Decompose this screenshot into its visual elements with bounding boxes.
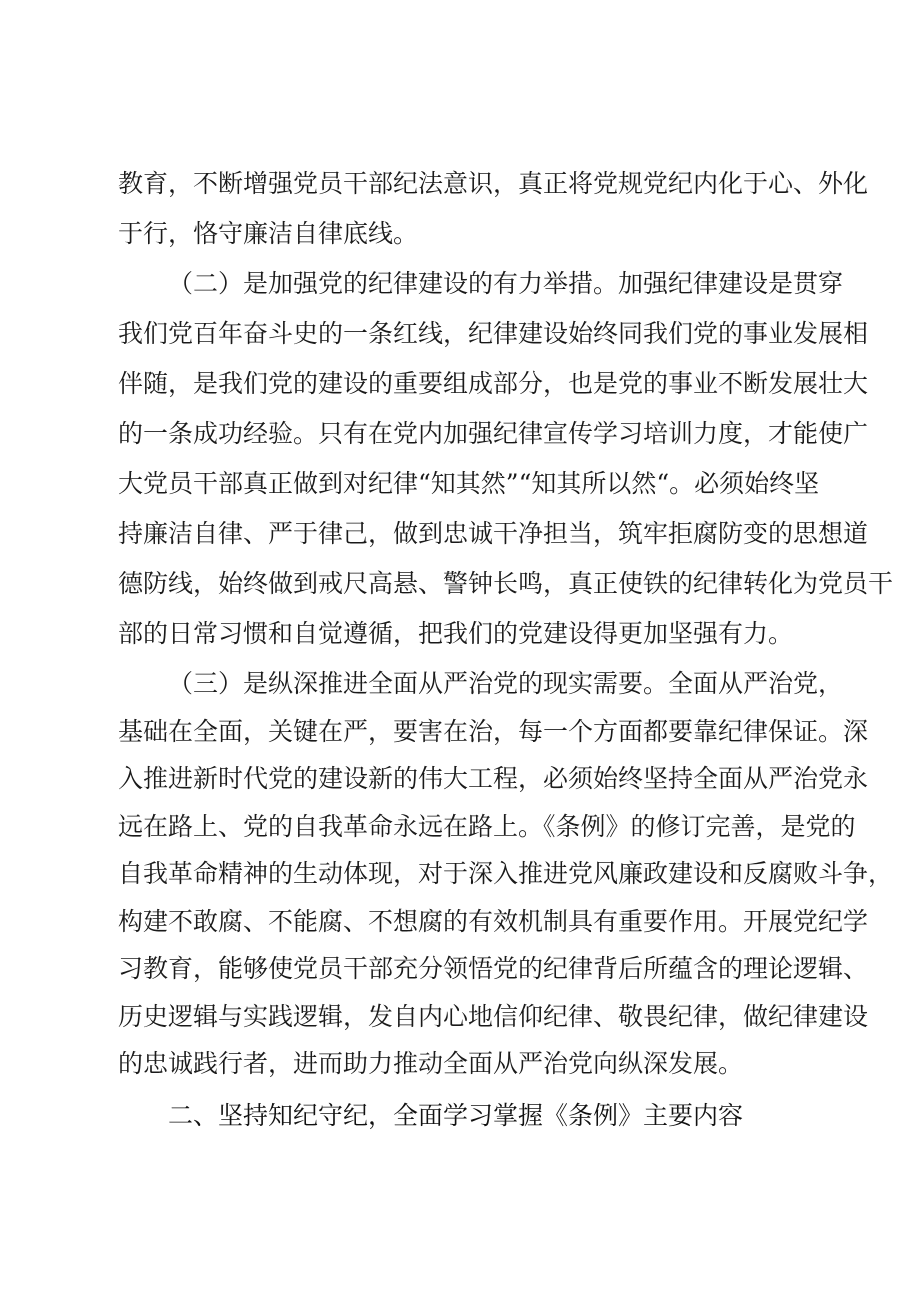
paragraph-line: 伴随，是我们党的建设的重要组成部分，也是党的事业不断发展壮大 bbox=[118, 369, 869, 398]
paragraph-line: 入推进新时代党的建设新的伟大工程，必须始终坚持全面从严治党永 bbox=[118, 764, 869, 793]
paragraph-line: 的忠诚践行者，进而助力推动全面从严治党向纵深发展。 bbox=[118, 1049, 744, 1078]
paragraph-line: 的一条成功经验。只有在党内加强纪律宣传学习培训力度，才能使广 bbox=[118, 419, 869, 448]
section-two-heading-line: （二）是加强党的纪律建设的有力举措。加强纪律建设是贯穿 bbox=[168, 269, 844, 298]
paragraph-line: 于行，恪守廉洁自律底线。 bbox=[118, 219, 419, 248]
paragraph-line: 基础在全面，关键在严，要害在治，每一个方面都要靠纪律保证。深 bbox=[118, 716, 869, 746]
paragraph-line: 构建不敢腐、不能腐、不想腐的有效机制具有重要作用。开展党纪学 bbox=[118, 906, 869, 936]
paragraph-line: 自我革命精神的生动体现，对于深入推进党风廉政建设和反腐败斗争， bbox=[118, 859, 894, 888]
paragraph-line: 部的日常习惯和自觉遵循，把我们的党建设得更加坚强有力。 bbox=[118, 619, 794, 648]
paragraph-line: 远在路上、党的自我革命永远在路上。《条例》的修订完善，是党的 bbox=[118, 811, 856, 841]
paragraph-line: 我们党百年奋斗史的一条红线，纪律建设始终同我们党的事业发展相 bbox=[118, 319, 869, 348]
paragraph-line: 习教育，能够使党员干部充分领悟党的纪律背后所蕴含的理论逻辑、 bbox=[118, 954, 869, 983]
paragraph-line: 大党员干部真正做到对纪律“知其然”“知其所以然“。必须始终坚 bbox=[118, 469, 820, 498]
paragraph-line: 德防线，始终做到戒尺高悬、警钟长鸣，真正使铁的纪律转化为党员干 bbox=[118, 569, 894, 598]
section-three-heading-line: （三）是纵深推进全面从严治党的现实需要。全面从严治党， bbox=[168, 669, 844, 698]
paragraph-line: 教育，不断增强党员干部纪法意识，真正将党规党纪内化于心、外化 bbox=[118, 169, 869, 198]
paragraph-line: 历史逻辑与实践逻辑，发自内心地信仰纪律、敬畏纪律，做纪律建设 bbox=[118, 1001, 869, 1031]
section-heading: 二、坚持知纪守纪，全面学习掌握《条例》主要内容 bbox=[168, 1100, 744, 1130]
paragraph-line: 持廉洁自律、严于律己，做到忠诚干净担当，筑牢拒腐防变的思想道 bbox=[118, 519, 869, 548]
